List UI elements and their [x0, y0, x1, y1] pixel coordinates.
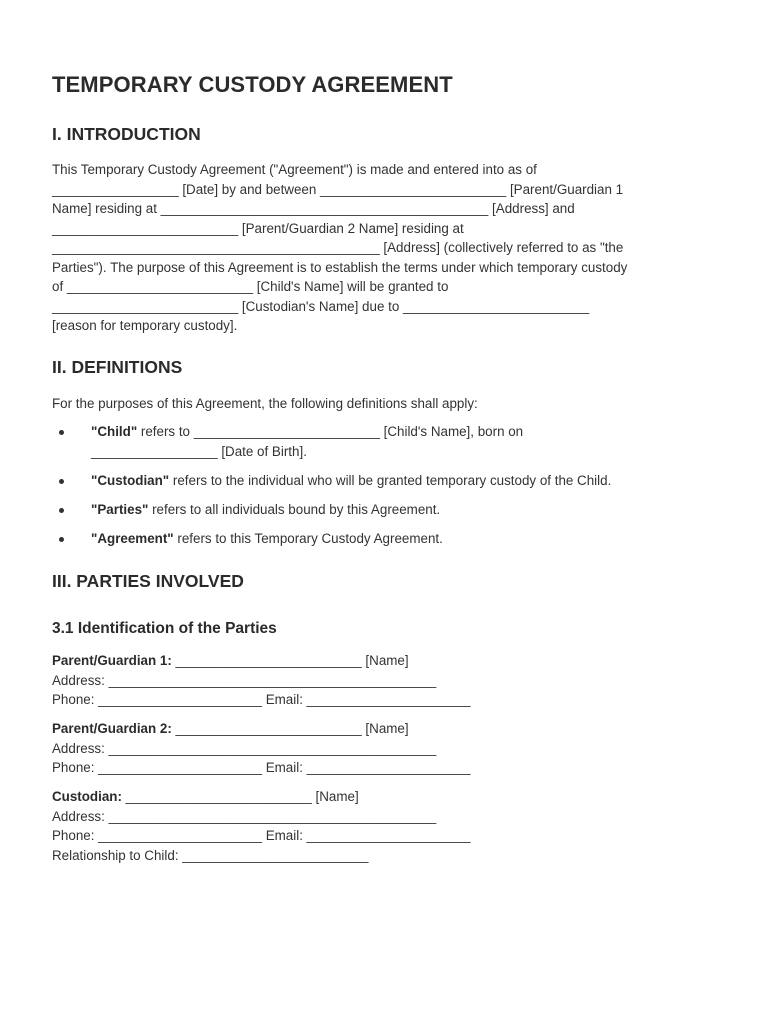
- name-field: _________________________ [Name]: [171, 721, 409, 736]
- bullet-icon: [59, 430, 64, 435]
- definition-text: refers to all individuals bound by this Agreement.: [148, 502, 441, 517]
- phone-email-field: Phone: ______________________ Email: ______________________: [52, 828, 471, 843]
- address-field: Address: ____________________________________________: [52, 740, 437, 756]
- section-heading-parties: III. PARTIES INVOLVED: [52, 571, 244, 591]
- definition-text: refers to the individual who will be granted temporary custody of the Child.: [169, 473, 612, 488]
- definition-term: "Agreement": [91, 531, 174, 546]
- name-field: _________________________ [Name]: [171, 653, 409, 668]
- parent-guardian-2-block: [52, 719, 470, 778]
- bullet-icon: [59, 508, 64, 513]
- field-label: Parent/Guardian 2:: [52, 721, 172, 736]
- field-label: Parent/Guardian 1:: [52, 653, 172, 668]
- phone-email-field: Phone: ______________________ Email: ______________________: [52, 692, 471, 707]
- intro-line: This Temporary Custody Agreement ("Agreement") is made and entered into as of: [52, 162, 537, 177]
- address-field: Address: ____________________________________________: [52, 808, 437, 824]
- definition-continuation: _________________ [Date of Birth].: [91, 443, 307, 459]
- bullet-icon: [59, 479, 64, 484]
- name-field: _________________________ [Name]: [121, 789, 359, 804]
- intro-line: ____________________________________________ [Address] (collectively referred to as "the: [52, 240, 624, 255]
- intro-line: [reason for temporary custody].: [52, 318, 238, 333]
- parent-guardian-1-block: [52, 651, 470, 710]
- definition-term: "Custodian": [91, 473, 170, 488]
- definition-term: "Parties": [91, 502, 149, 517]
- definition-text: refers to _________________________ [Child's Name], born on: [137, 424, 524, 439]
- definitions-lead: For the purposes of this Agreement, the following definitions shall apply:: [52, 396, 478, 411]
- section-heading-definitions: II. DEFINITIONS: [52, 357, 183, 377]
- subsection-heading-identification: 3.1 Identification of the Parties: [52, 620, 277, 637]
- intro-line: _________________________ [Parent/Guardian 2 Name] residing at: [52, 220, 464, 236]
- address-field: Address: ____________________________________________: [52, 672, 437, 688]
- intro-line: _________________ [Date] by and between _________________________ [Parent/Guardian 1: [52, 181, 624, 197]
- document-title: TEMPORARY CUSTODY AGREEMENT: [52, 72, 453, 97]
- definition-text: refers to this Temporary Custody Agreement.: [173, 531, 443, 546]
- intro-line: _________________________ [Custodian's Name] due to _________________________: [52, 298, 590, 314]
- phone-email-field: Phone: ______________________ Email: ______________________: [52, 760, 471, 775]
- field-label: Custodian:: [52, 789, 122, 804]
- intro-line: Parties"). The purpose of this Agreement is to establish the terms under which temporary custody: [52, 259, 628, 275]
- intro-line: of _________________________ [Child's Name] will be granted to: [52, 279, 449, 294]
- definition-term: "Child": [91, 424, 138, 439]
- intro-line: Name] residing at ____________________________________________ [Address] and: [52, 201, 575, 216]
- section-heading-introduction: I. INTRODUCTION: [52, 124, 201, 144]
- bullet-icon: [59, 537, 64, 542]
- custodian-block: [52, 787, 470, 865]
- relationship-field: Relationship to Child: _________________________: [52, 847, 369, 863]
- introduction-paragraph: [52, 160, 732, 336]
